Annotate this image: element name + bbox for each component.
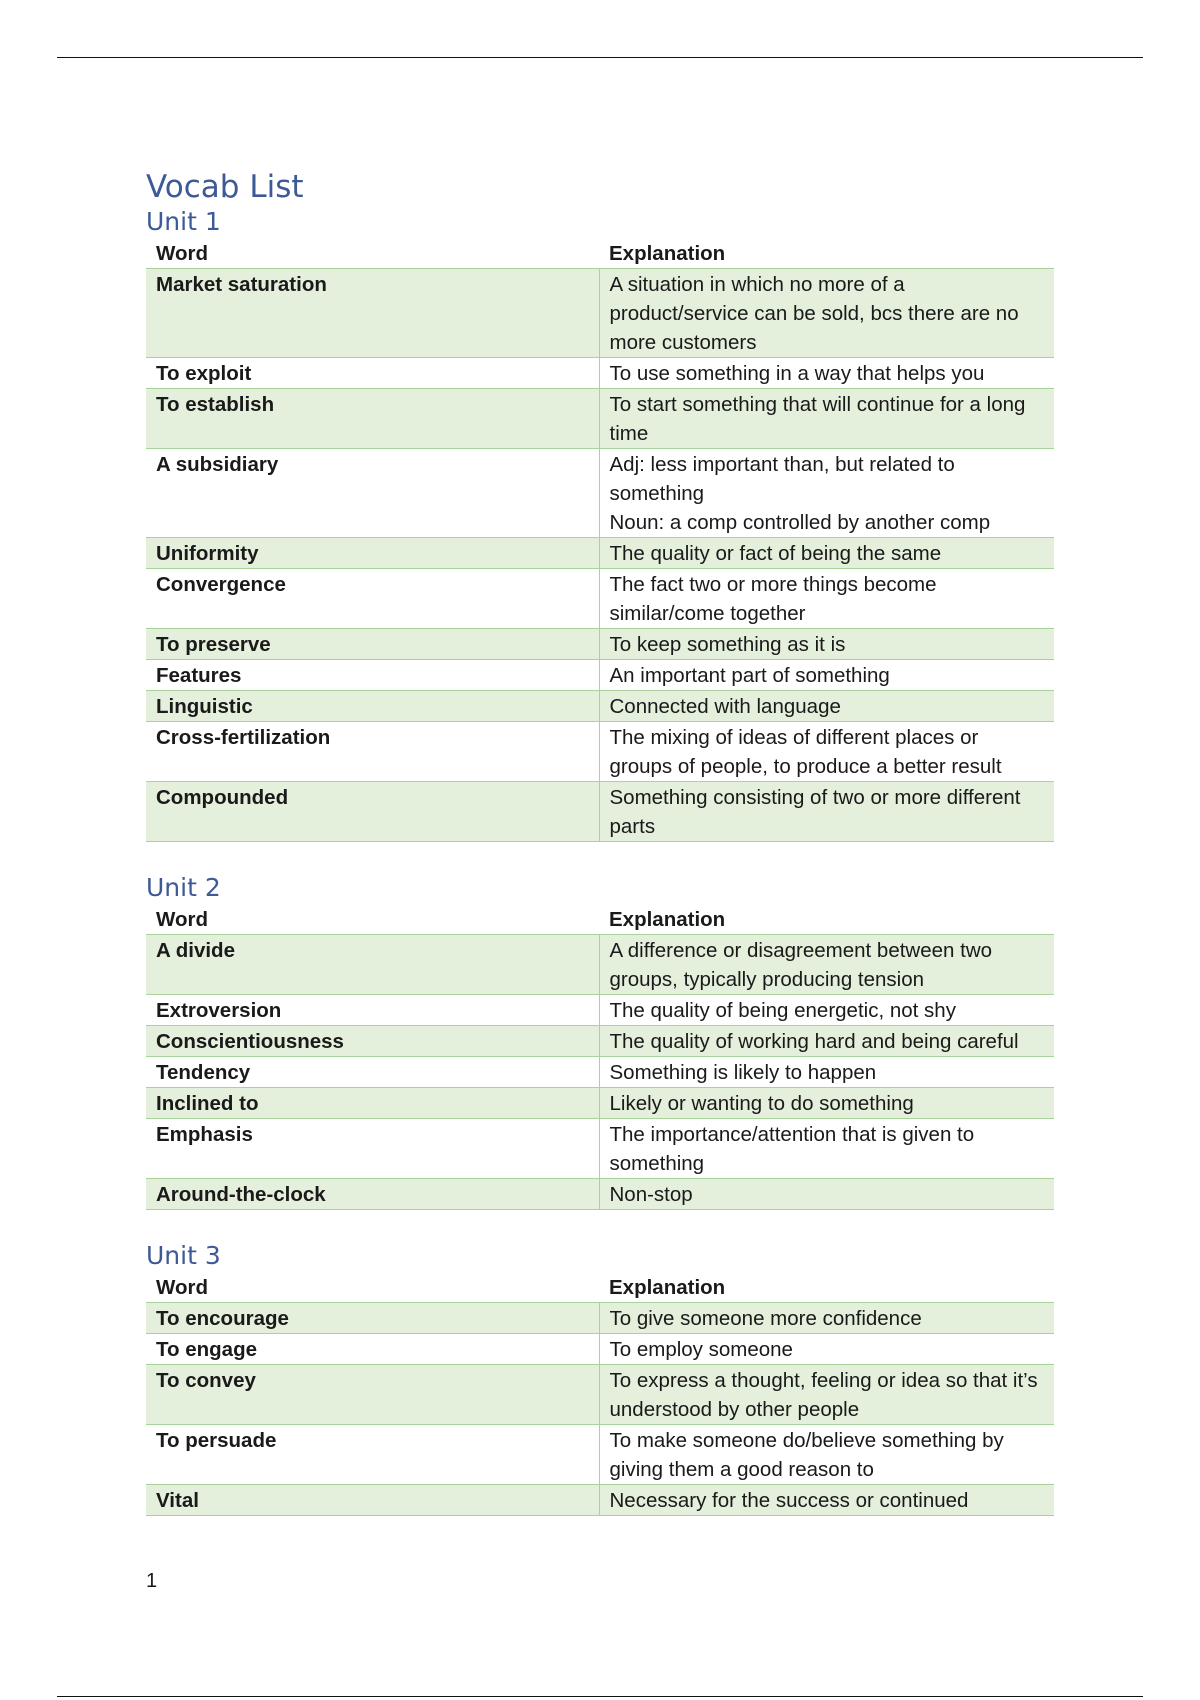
table-row xyxy=(146,449,1054,538)
vocab-explanation: To start something that will continue for a long time xyxy=(599,389,1054,449)
table-row xyxy=(146,722,1054,782)
column-header-word: Word xyxy=(146,904,599,935)
vocab-word: Extroversion xyxy=(146,995,599,1026)
table-row xyxy=(146,1334,1054,1365)
vocab-explanation: Something consisting of two or more different parts xyxy=(599,782,1054,842)
vocab-word: To engage xyxy=(146,1334,599,1365)
table-row xyxy=(146,995,1054,1026)
document-title: Vocab List xyxy=(146,169,304,205)
table-row xyxy=(146,1365,1054,1425)
vocab-explanation: Non-stop xyxy=(599,1179,1054,1210)
vocab-word: To exploit xyxy=(146,358,599,389)
unit-section xyxy=(146,1240,1054,1516)
table-row xyxy=(146,1303,1054,1334)
vocab-word: Vital xyxy=(146,1485,599,1516)
unit-list xyxy=(146,206,1054,1516)
vocab-word: Inclined to xyxy=(146,1088,599,1119)
vocab-explanation: Something is likely to happen xyxy=(599,1057,1054,1088)
vocab-word: Cross-fertilization xyxy=(146,722,599,782)
column-header-word: Word xyxy=(146,1272,599,1303)
vocab-explanation: Likely or wanting to do something xyxy=(599,1088,1054,1119)
vocab-explanation: To make someone do/believe something by giving them a good reason to xyxy=(599,1425,1054,1485)
vocab-table xyxy=(146,1272,1054,1516)
page-number: 1 xyxy=(146,1570,158,1592)
vocab-word: Linguistic xyxy=(146,691,599,722)
table-row xyxy=(146,629,1054,660)
vocab-word: To persuade xyxy=(146,1425,599,1485)
vocab-word: To convey xyxy=(146,1365,599,1425)
vocab-word: Around-the-clock xyxy=(146,1179,599,1210)
page-bottom-rule xyxy=(57,1696,1143,1697)
vocab-word: Tendency xyxy=(146,1057,599,1088)
explanation-line: Adj: less important than, but related to something xyxy=(609,453,955,505)
table-row xyxy=(146,538,1054,569)
vocab-word: To establish xyxy=(146,389,599,449)
vocab-word: To encourage xyxy=(146,1303,599,1334)
table-header-row xyxy=(146,238,1054,269)
table-row xyxy=(146,1119,1054,1179)
vocab-word: Uniformity xyxy=(146,538,599,569)
page-top-rule xyxy=(57,57,1143,58)
table-row xyxy=(146,389,1054,449)
vocab-explanation: To employ someone xyxy=(599,1334,1054,1365)
vocab-word: A subsidiary xyxy=(146,449,599,538)
table-row xyxy=(146,1425,1054,1485)
vocab-word: A divide xyxy=(146,935,599,995)
vocab-explanation: The importance/attention that is given to something xyxy=(599,1119,1054,1179)
vocab-explanation: To give someone more confidence xyxy=(599,1303,1054,1334)
vocab-word: Features xyxy=(146,660,599,691)
vocab-explanation: An important part of something xyxy=(599,660,1054,691)
vocab-explanation: Necessary for the success or continued xyxy=(599,1485,1054,1516)
column-header-word: Word xyxy=(146,238,599,269)
table-row xyxy=(146,782,1054,842)
vocab-explanation: The fact two or more things become similar/come together xyxy=(599,569,1054,629)
vocab-word: Market saturation xyxy=(146,269,599,358)
table-row xyxy=(146,1088,1054,1119)
column-header-explanation: Explanation xyxy=(599,1272,1054,1303)
vocab-explanation: A difference or disagreement between two groups, typically producing tension xyxy=(599,935,1054,995)
vocab-explanation: To keep something as it is xyxy=(599,629,1054,660)
document-body xyxy=(146,166,1054,1546)
unit-section xyxy=(146,872,1054,1210)
table-row xyxy=(146,935,1054,995)
unit-section xyxy=(146,206,1054,842)
vocab-word: Conscientiousness xyxy=(146,1026,599,1057)
unit-heading: Unit 1 xyxy=(146,207,221,236)
table-row xyxy=(146,1057,1054,1088)
vocab-explanation: A situation in which no more of a product/service can be sold, bcs there are no more customers xyxy=(599,269,1054,358)
vocab-explanation: The quality or fact of being the same xyxy=(599,538,1054,569)
table-header-row xyxy=(146,904,1054,935)
table-row xyxy=(146,358,1054,389)
vocab-explanation: The quality of being energetic, not shy xyxy=(599,995,1054,1026)
vocab-explanation: To use something in a way that helps you xyxy=(599,358,1054,389)
vocab-word: Convergence xyxy=(146,569,599,629)
table-row xyxy=(146,569,1054,629)
table-row xyxy=(146,691,1054,722)
explanation-line: Noun: a comp controlled by another comp xyxy=(609,511,991,534)
unit-heading: Unit 2 xyxy=(146,873,221,902)
table-row xyxy=(146,1026,1054,1057)
vocab-table xyxy=(146,904,1054,1210)
vocab-table xyxy=(146,238,1054,842)
table-row xyxy=(146,1179,1054,1210)
vocab-word: To preserve xyxy=(146,629,599,660)
vocab-word: Compounded xyxy=(146,782,599,842)
table-row xyxy=(146,269,1054,358)
vocab-explanation: Connected with language xyxy=(599,691,1054,722)
vocab-explanation: The mixing of ideas of different places or groups of people, to produce a better result xyxy=(599,722,1054,782)
table-header-row xyxy=(146,1272,1054,1303)
vocab-explanation xyxy=(599,449,1054,538)
vocab-word: Emphasis xyxy=(146,1119,599,1179)
column-header-explanation: Explanation xyxy=(599,238,1054,269)
table-row xyxy=(146,660,1054,691)
column-header-explanation: Explanation xyxy=(599,904,1054,935)
vocab-explanation: The quality of working hard and being careful xyxy=(599,1026,1054,1057)
unit-heading: Unit 3 xyxy=(146,1241,221,1270)
vocab-explanation: To express a thought, feeling or idea so that it’s understood by other people xyxy=(599,1365,1054,1425)
table-row xyxy=(146,1485,1054,1516)
